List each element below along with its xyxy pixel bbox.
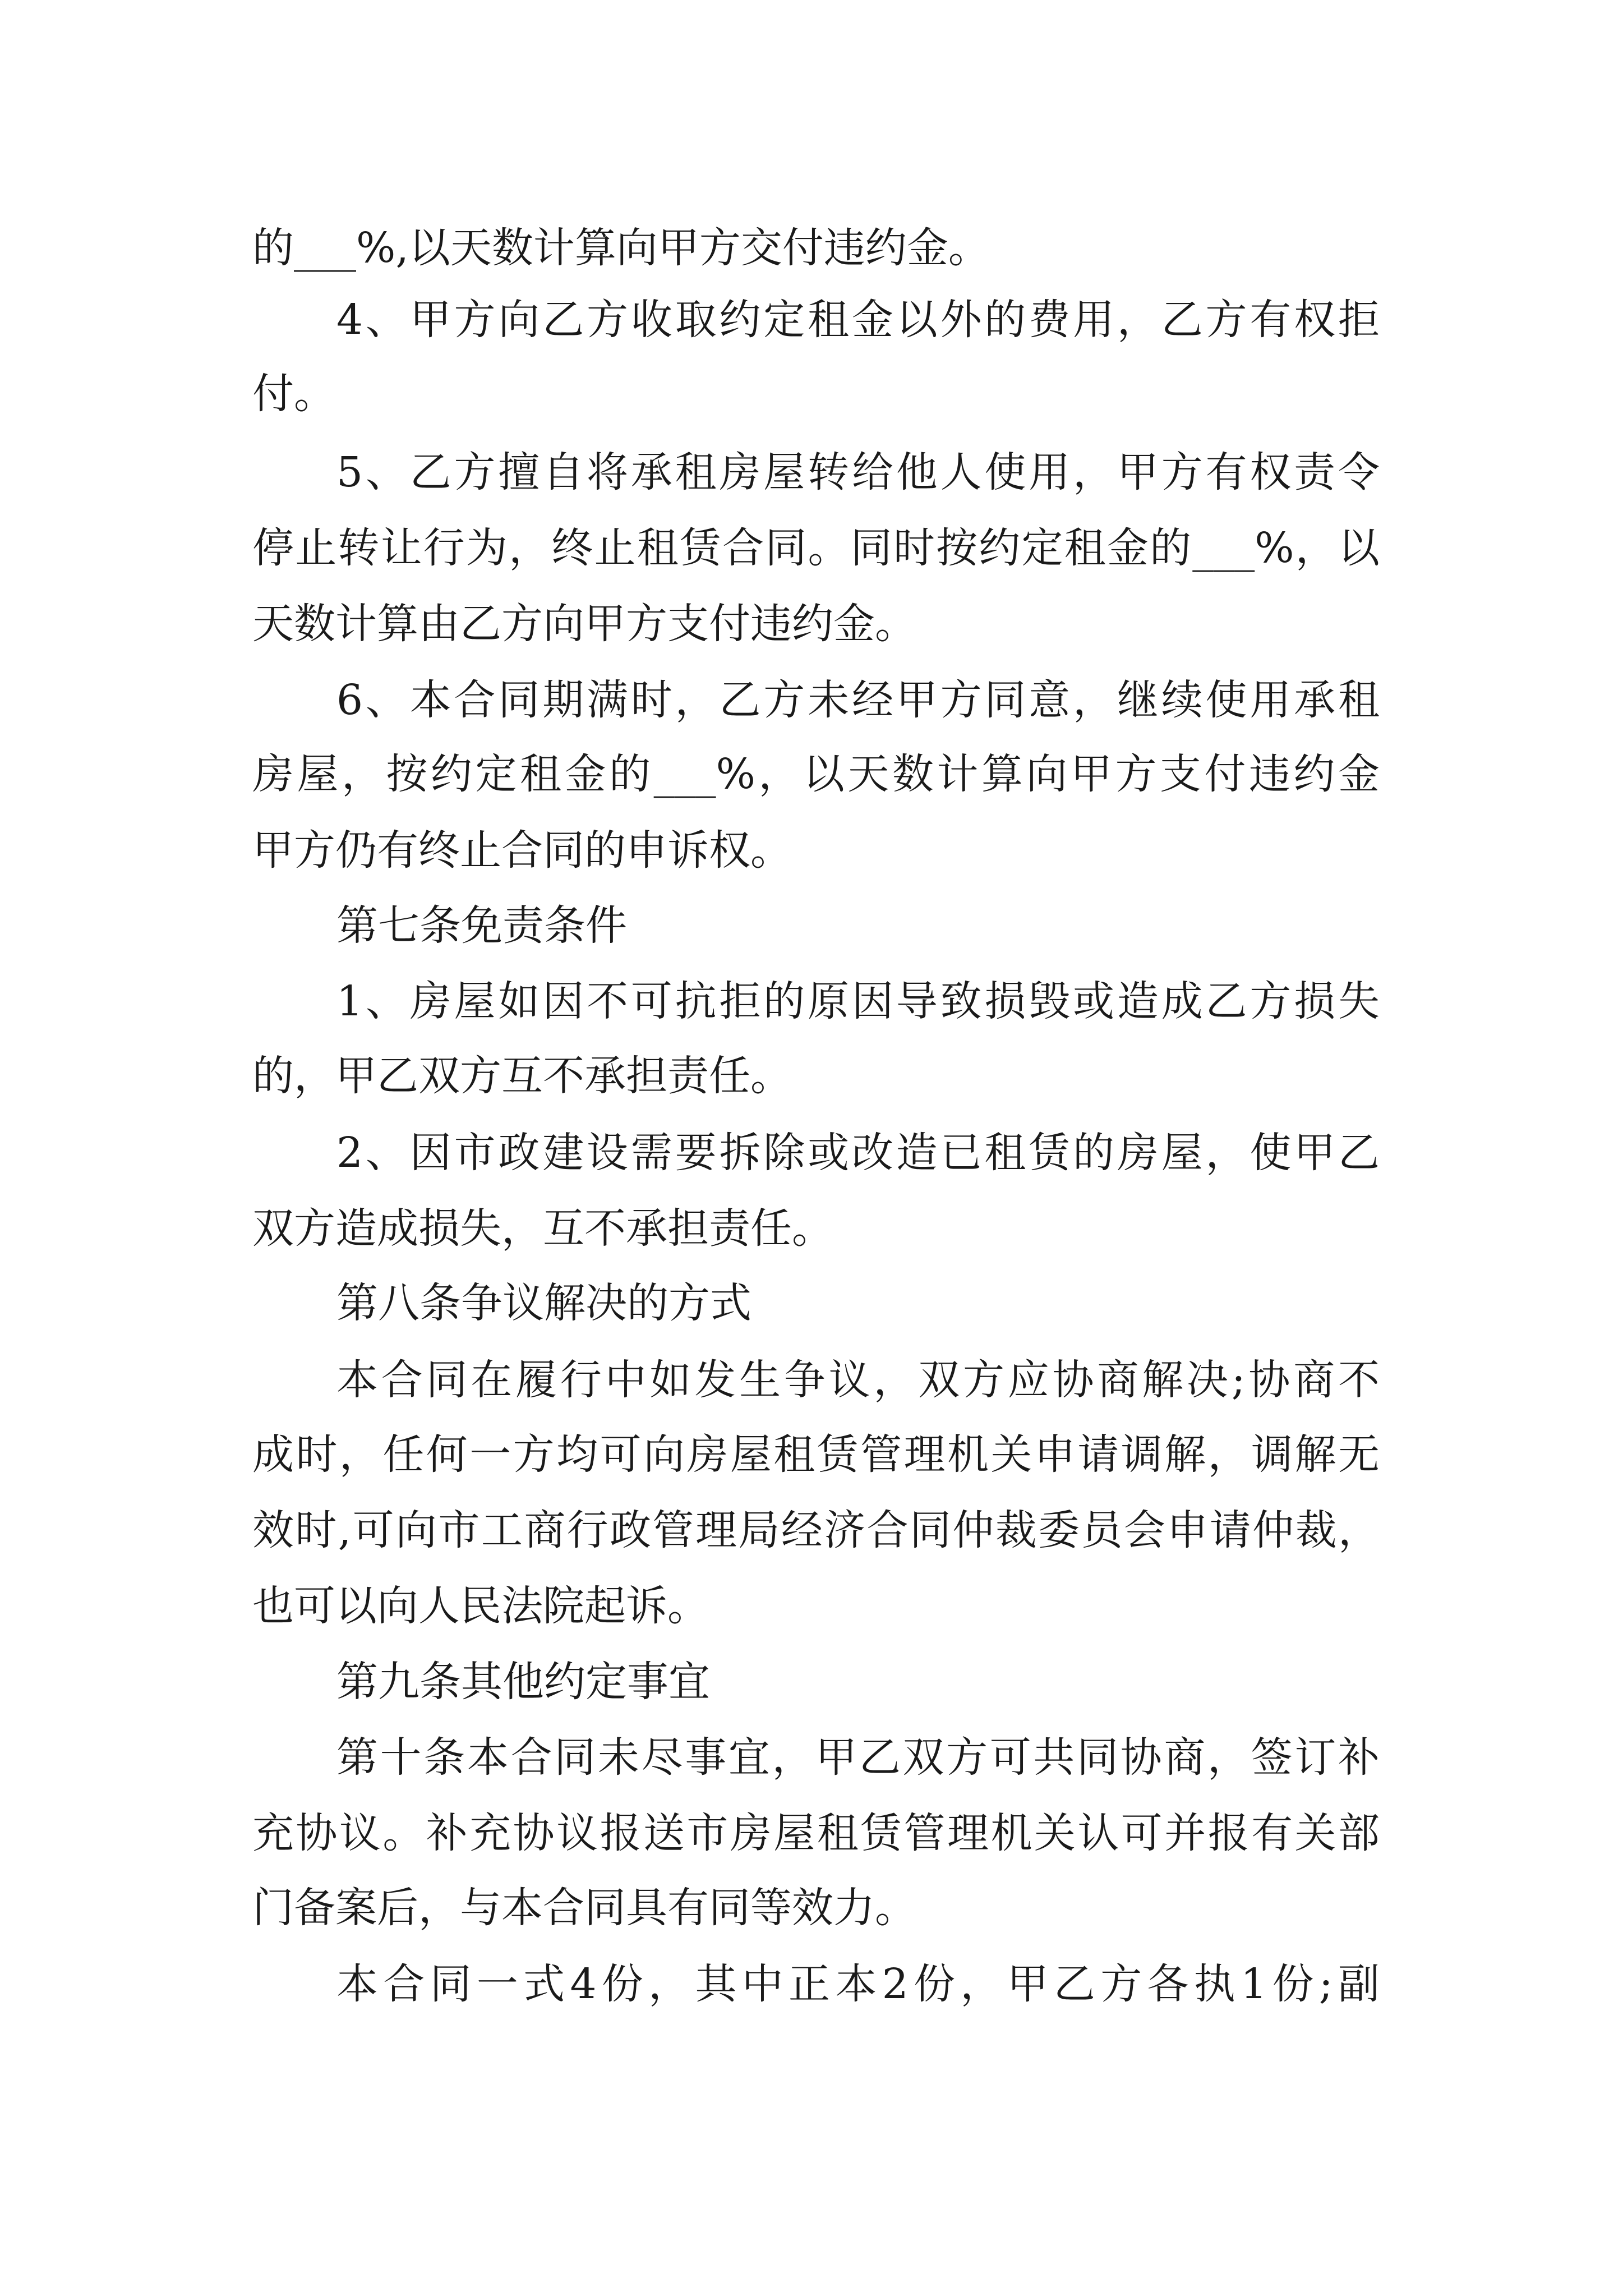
text-line: 双方造成损失，互不承担责任。 — [252, 1204, 833, 1253]
section-heading: 第九条其他约定事宜 — [336, 1658, 710, 1706]
text-line: 1、房屋如因不可抗拒的原因导致损毁或造成乙方损失 — [336, 977, 1380, 1025]
text-line: 停止转让行为，终止租赁合同。同时按约定租金的___%，以 — [252, 524, 1380, 572]
text-line: 付。 — [252, 370, 335, 418]
text-line: 2、因市政建设需要拆除或改造已租赁的房屋，使甲乙 — [336, 1129, 1380, 1177]
section-heading: 第七条免责条件 — [336, 901, 627, 950]
text-line: 4、甲方向乙方收取约定租金以外的费用，乙方有权拒 — [336, 296, 1380, 344]
section-heading: 第八条争议解决的方式 — [336, 1279, 751, 1327]
text-line: 房屋，按约定租金的___%，以天数计算向甲方支付违约金 — [252, 750, 1380, 798]
text-line: 第十条本合同未尽事宜，甲乙双方可共同协商，签订补 — [336, 1733, 1380, 1782]
text-line: 5、乙方擅自将承租房屋转给他人使用，甲方有权责令 — [336, 448, 1380, 496]
text-line: 充协议。补充协议报送市房屋租赁管理机关认可并报有关部 — [252, 1809, 1380, 1857]
text-line: 的，甲乙双方互不承担责任。 — [252, 1052, 792, 1100]
text-line: 本合同一式4份，其中正本2份，甲乙方各执1份;副 — [336, 1960, 1380, 2008]
text-line: 的___%,以天数计算向甲方交付违约金。 — [252, 224, 990, 272]
text-line: 本合同在履行中如发生争议，双方应协商解决;协商不 — [336, 1356, 1380, 1404]
text-line: 也可以向人民法院起诉。 — [252, 1582, 709, 1630]
text-line: 效时,可向市工商行政管理局经济合同仲裁委员会申请仲裁， — [252, 1506, 1380, 1554]
text-line: 甲方仍有终止合同的申诉权。 — [252, 826, 792, 875]
text-line: 6、本合同期满时，乙方未经甲方同意，继续使用承租 — [336, 676, 1380, 724]
text-line: 门备案后，与本合同具有同等效力。 — [252, 1884, 916, 1932]
text-line: 成时，任何一方均可向房屋租赁管理机关申请调解，调解无 — [252, 1430, 1380, 1479]
text-line: 天数计算由乙方向甲方支付违约金。 — [252, 600, 916, 648]
